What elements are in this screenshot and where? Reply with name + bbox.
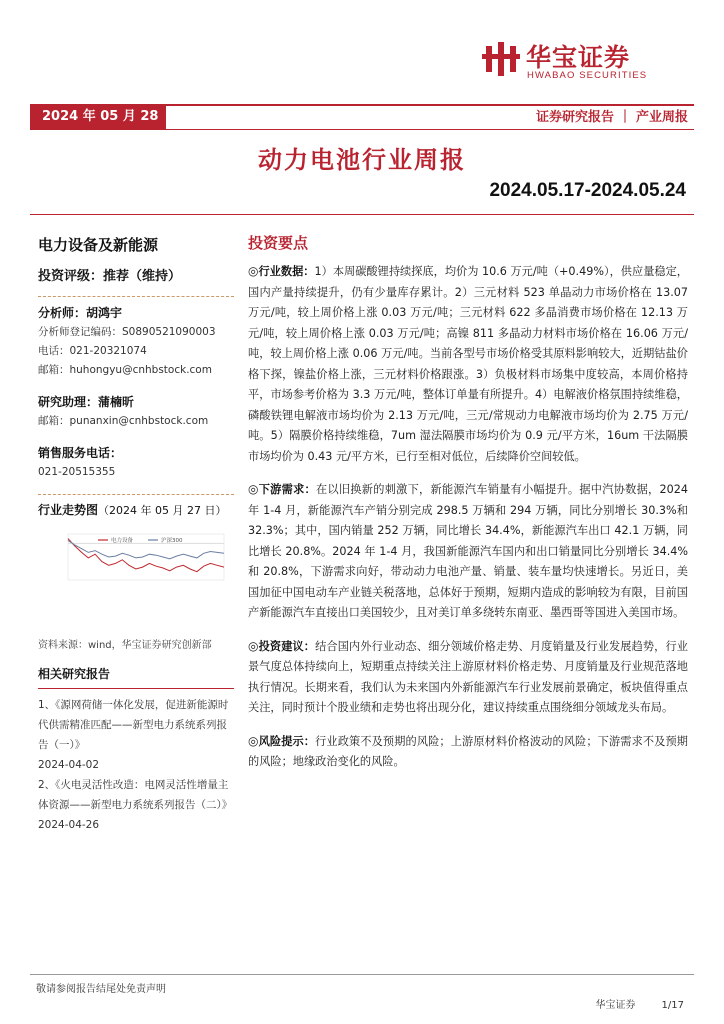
- related-reports-title: 相关研究报告: [38, 667, 111, 681]
- report-date: 2024 年 05 月 28 日: [30, 104, 166, 130]
- paragraph-industry-data: [248, 261, 688, 467]
- bullet-icon: ◎: [248, 482, 259, 496]
- analyst-email[interactable]: 邮箱：huhongyu@cnhbstock.com: [38, 364, 212, 376]
- paragraph-text: 行业政策不及预期的风险；上游原材料价格波动的风险；下游需求不及预期的风险；地缘政治变化的风险。: [248, 734, 688, 768]
- paragraph-text: 结合国内外行业动态、细分领域价格走势、月度销量及行业发展趋势，行业景气度总体持续向上，短期重点持续关注上游原材料价格走势、月度销量及行业规范落地执行情况。长期来看，我们认为未来国内外新能源汽车行业发展前景确定，板块值得重点关注，同时预计个股业绩和走势也将出现分化，建议持续重点围绕细分领域龙头布局。: [248, 639, 688, 714]
- footer-company: 华宝证券: [595, 1000, 636, 1011]
- sidebar: [38, 232, 234, 835]
- chart-legend-label-1: 沪深300: [161, 538, 183, 544]
- sector-name: 电力设备及新能源: [38, 236, 159, 254]
- company-logo: [482, 38, 692, 84]
- divider: [38, 494, 234, 495]
- chart-header: [38, 501, 234, 518]
- divider: [30, 214, 694, 215]
- bullet-icon: ◎: [248, 264, 259, 278]
- logo-text-en: HWABAO SECURITIES: [527, 70, 648, 81]
- main-content: [248, 232, 688, 785]
- assistant-name: 研究助理：蒲楠昕: [38, 395, 135, 409]
- investment-rating: 投资评级：推荐（维持）: [38, 269, 182, 284]
- chart-date: （2024 年 05 月 27 日）: [98, 504, 227, 517]
- industry-trend-chart: [38, 528, 234, 598]
- footer-info: [570, 996, 684, 1011]
- bullet-icon: ◎: [248, 733, 259, 748]
- paragraph-downstream-demand: [248, 479, 688, 624]
- analyst-phone: 电话：021-20321074: [38, 345, 147, 357]
- page-title: 动力电池行业周报: [258, 145, 466, 174]
- analyst-name: 分析师：胡鸿宇: [38, 306, 123, 320]
- divider: [38, 296, 234, 297]
- logo-mark-icon: [482, 40, 520, 78]
- logo-text-cn: 华宝证券: [526, 43, 631, 72]
- paragraph-investment-advice: [248, 636, 688, 719]
- report-type: 证券研究报告 ｜ 产业周报: [535, 110, 688, 125]
- related-report-title: 2、《火电灵活性改造：电网灵活性增量主体资源——新型电力系统系列报告（二）》: [38, 779, 233, 811]
- paragraph-label: 风险提示：: [258, 734, 316, 748]
- sales-label: 销售服务电话：: [38, 446, 123, 460]
- page-number: 1/17: [661, 1000, 684, 1011]
- analyst-cert: 分析师登记编码：S0890521090003: [38, 326, 216, 338]
- chart-frame: [68, 534, 224, 580]
- paragraph-label: 投资建议：: [258, 639, 316, 653]
- related-report-item[interactable]: [38, 775, 234, 835]
- chart-title: 行业走势图: [38, 503, 99, 517]
- paragraph-text: 1）本周碳酸锂持续探底，均价为 10.6 万元/吨（+0.49%），供应量稳定，国内产量持续提升，仍有少量库存累计。2）三元材料 523 单晶动力市场价格在 13.07 万元/吨，较上周价格上涨 0.03 万元/吨；三元材料 622 多晶消费市场价格在 12.13 万元/吨，较上周价格上涨 0.03 万元/吨；高镍 811 多晶动力材料市场价格在 16.06 万元/吨，较上周价格上涨 0.06 万元/吨。当前各型号市场价格受其原料影响较大，近期钴盐价格下探，镍盐价格上涨，三元材料价格跟涨。3）负极材料市场集中度较高，本周价格持平，市场参考价格为 3.3 万元/吨，整体订单量有所提升。4）电解液价格氛围持续维稳，磷酸铁锂电解液市场均价为 2.13 万元/吨，三元/常规动力电解液市场均价为 2.75 万元/吨。5）隔膜价格持续维稳，7um 湿法隔膜市场均价为 0.9 元/平方米，16um 干法隔膜市场均价为 0.43 元/平方米，已行至相对低位，后续降价空间较低。: [248, 265, 688, 463]
- bullet-icon: ◎: [248, 638, 259, 653]
- divider: [38, 688, 234, 689]
- footer-divider: [30, 974, 694, 975]
- report-period: 2024.05.17-2024.05.24: [489, 180, 686, 201]
- related-report-date: 2024-04-26: [38, 819, 100, 831]
- related-report-title: 1、《源网荷储一体化发展，促进新能源时代供需精准匹配——新型电力系统系列报告（一）》: [38, 699, 229, 751]
- assistant-email[interactable]: 邮箱：punanxin@cnhbstock.com: [38, 415, 209, 427]
- paragraph-label: 下游需求：: [258, 483, 316, 496]
- section-title: 投资要点: [248, 234, 309, 252]
- related-report-item[interactable]: [38, 695, 234, 775]
- sales-phone: 021-20515355: [38, 466, 116, 478]
- paragraph-risk-warning: [248, 731, 688, 773]
- chart-legend-label-0: 电力设备: [111, 538, 134, 544]
- footer-disclaimer[interactable]: 敬请参阅报告结尾处免责声明: [36, 984, 166, 995]
- paragraph-label: 行业数据：: [258, 265, 315, 278]
- paragraph-text: 在以旧换新的刺激下，新能源汽车销量有小幅提升。据中汽协数据，2024 年 1-4 月，新能源汽车产销分别完成 298.5 万辆和 294 万辆，同比分别增长 30.3%和 32.3%；其中，国内销量 252 万辆，同比增长 34.4%，新能源汽车出口 42.1 万辆，同比增长 20.8%。2024 年 1-4 月，我国新能源汽车国内和出口销量同比分别增长 34.4%和 20.8%，下游需求向好，带动动力电池产量、销量、装车量均快速增长。另近日，美国加征中国电动车产业链关税落地，总体好于预期，短期内造成的影响较为有限，目前国产新能源汽车直接出口美国较少，且对美订单多绕转东南亚、墨西哥等国进入美国市场。: [248, 483, 688, 619]
- related-report-date: 2024-04-02: [38, 759, 100, 771]
- chart-source: 资料来源：wind，华宝证券研究创新部: [38, 640, 212, 651]
